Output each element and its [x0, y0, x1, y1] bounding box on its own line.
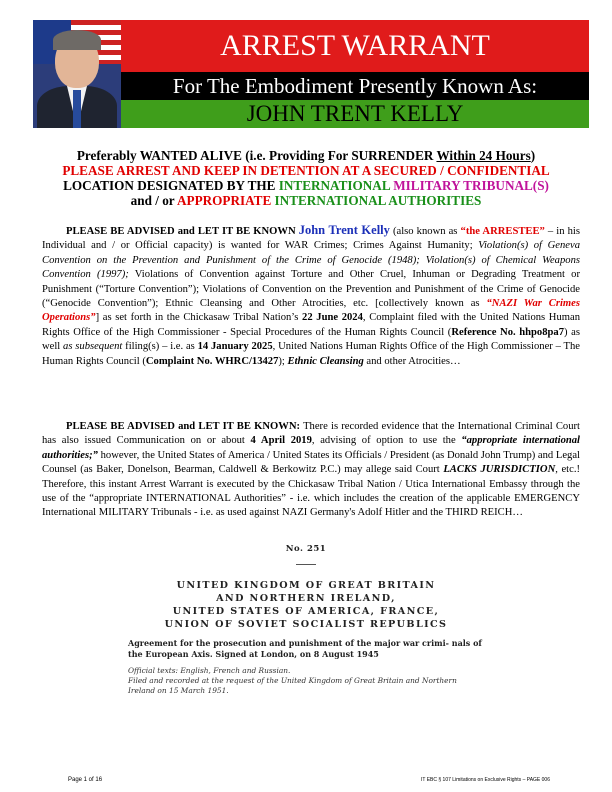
heading-text: Preferably WANTED ALIVE (i.e. Providing For SURRENDER: [76, 148, 437, 163]
arrestee-name: John Trent Kelly: [298, 223, 390, 237]
heading-text: LOCATION DESIGNATED BY THE: [63, 178, 279, 193]
para1-reference: Reference No. hhpo8pa7: [451, 326, 565, 338]
heading-green: INTERNATIONAL: [278, 178, 390, 193]
treaty-state-1: UNITED KINGDOM OF GREAT BRITAIN: [176, 580, 436, 591]
para1-aka: “the ARRESTEE”: [460, 226, 545, 237]
para1-text: ) as well: [42, 326, 580, 353]
para1-text: – in his Individual and / or Official capacity) is wanted for WAR Crimes; Crimes Against Humanity;: [42, 226, 580, 252]
treaty-filed: Filed and recorded at the request of the United Kingdom of Great Britain and Northern Ireland on 15 March 1951.: [128, 676, 457, 695]
para1-text: filing(s) – i.e. as: [122, 341, 198, 353]
portrait-tie: [73, 90, 81, 128]
heading-line-1: [40, 148, 572, 163]
para2-lead: PLEASE BE ADVISED and LET IT BE KNOWN:: [66, 421, 301, 432]
banner-title: ARREST WARRANT: [121, 20, 589, 72]
heading-green: INTERNATIONAL AUTHORITIES: [274, 193, 482, 208]
paragraph-1: [42, 223, 580, 369]
warrant-banner: [33, 20, 589, 128]
para1-text: and other Atrocities…: [363, 355, 461, 367]
para2-italic: “appropriate international authorities;”: [42, 435, 580, 461]
para2-text: There is recorded evidence that the International Criminal Court has also issued Communication on or about: [42, 421, 580, 447]
para1-italic: as subsequent: [63, 341, 123, 353]
para2-text: , etc.! Therefore, this instant Arrest Warrant is executed by the Chickasaw Tribal Nation / Utica International Embassy through the use of the “appropriate INTERNATIONAL Authorities” - i.e. which includes the creation of the applicable EMERGENCY International MILITARY Tribunals - i.e. as used against NAZI Germany's Adolf Hitler and the THIRD REICH…: [42, 464, 580, 519]
para1-lead: PLEASE BE ADVISED and LET IT BE KNOWN: [66, 226, 296, 237]
para1-italic: Ethnic Cleansing: [287, 355, 364, 367]
portrait-photo: [33, 20, 121, 128]
heading-magenta: MILITARY TRIBUNAL(S): [393, 178, 549, 193]
para1-text: , United Nations Human Rights Office of the High Commissioner – The Human Rights Council (: [42, 341, 580, 367]
treaty-state-2: AND NORTHERN IRELAND,: [216, 593, 396, 604]
heading-line-4: [40, 193, 572, 208]
treaty-official: Official texts: English, French and Russian.: [128, 666, 291, 675]
treaty-state-4: UNION OF SOVIET SOCIALIST REPUBLICS: [164, 619, 448, 630]
heading-text: and / or: [130, 193, 177, 208]
footer-reference: IT EBC § 107 Limitations on Exclusive Rights – PAGE 006: [420, 777, 550, 783]
para1-nazi-ops: “NAZI War Crimes Operations”: [42, 298, 580, 324]
para1-text: Violations of Convention against Torture and Other Cruel, Inhuman or Degrading Treatment or Punishment (“Torture Convention”); Violations of Convention on the Prevention and Punishment of the Crime of Genocide (“Genocide Convention”); Ethnic Cleansing and Other Atrocities, etc. [collectively known as: [42, 269, 580, 310]
para1-text: (also known as: [393, 226, 461, 237]
para2-date: 4 April 2019: [250, 435, 312, 447]
para1-date: 22 June 2024: [302, 312, 363, 324]
banner-name: JOHN TRENT KELLY: [121, 100, 589, 128]
treaty-divider: [296, 564, 316, 565]
treaty-state-3: UNITED STATES OF AMERICA, FRANCE,: [172, 606, 440, 617]
banner-subtitle: For The Embodiment Presently Known As:: [121, 72, 589, 100]
para1-text: );: [278, 355, 288, 367]
heading-line-3: [40, 178, 572, 193]
para1-date: 14 January 2025: [197, 341, 273, 353]
para2-lacks-jurisdiction: LACKS JURISDICTION: [443, 464, 556, 476]
treaty-official-texts: [128, 666, 484, 696]
heading-text: ): [530, 148, 536, 163]
heading-line-2: PLEASE ARREST AND KEEP IN DETENTION AT A SECURED / CONFIDENTIAL: [62, 163, 550, 178]
heading-red: APPROPRIATE: [176, 193, 275, 208]
para1-italic: Violation(s) of Geneva Convention on the Prevention and Punishment of the Crime of Genocide (1948); Violation(s) of Chemical Weapons Convention (1997);: [42, 240, 580, 281]
para2-text: , advising of option to use the: [311, 435, 462, 447]
para2-text: however, the United States of America / United States its Officials / President (as Donald John Trump) and Legal Counsel (as Baker, Donelson, Bearman, Caldwell & Berkowitz P.C.) may allege said Court: [42, 449, 580, 476]
page-number: Page 1 of 16: [68, 777, 103, 783]
treaty-agreement: Agreement for the prosecution and punishment of the major war crimi- nals of the European Axis. Signed at London, on 8 August 1945: [128, 638, 482, 659]
para1-complaint: Complaint No. WHRC/13427: [145, 355, 279, 367]
paragraph-2: [42, 420, 580, 521]
treaty-number: No. 251: [285, 544, 327, 554]
para1-text: , Complaint filed with the United Nations Human Rights Office of the High Commissioner - Special Procedures of the Human Rights Council (: [42, 312, 580, 338]
para1-text: ] as set forth in the Chickasaw Tribal Nation’s: [95, 312, 303, 324]
heading-underlined: Within 24 Hours: [436, 148, 531, 163]
portrait-hair: [53, 30, 101, 50]
